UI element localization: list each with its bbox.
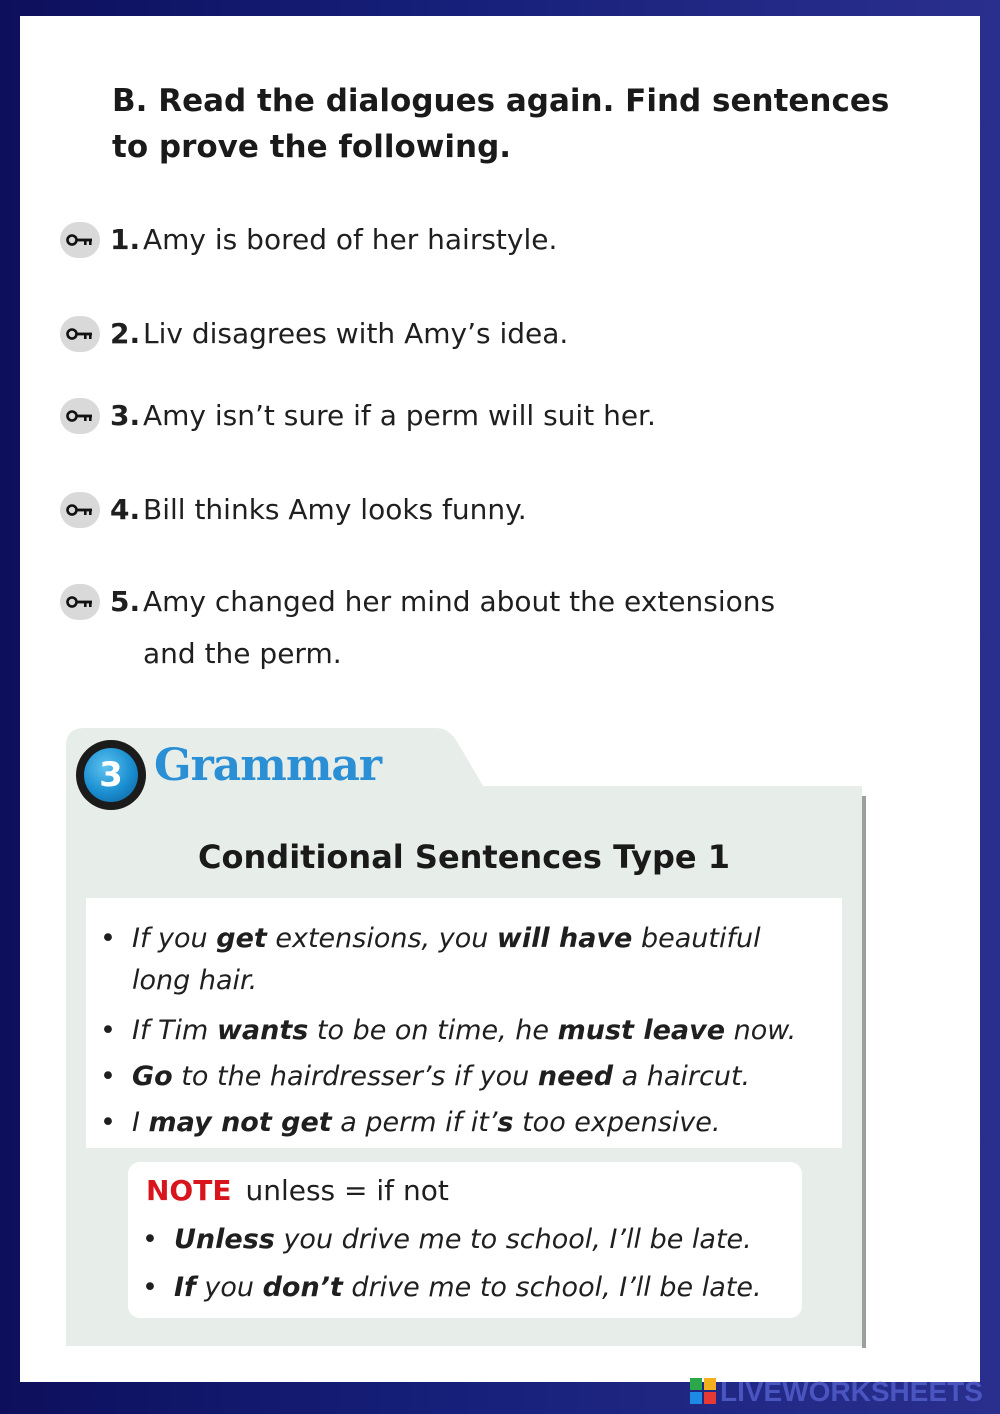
key-icon[interactable] (60, 398, 100, 434)
rule-text: I may not get a perm if it’s too expensive. (132, 1107, 721, 1138)
item-text: Liv disagrees with Amy’s idea. (143, 317, 569, 350)
rule-item (86, 918, 826, 1002)
key-icon[interactable] (60, 222, 100, 258)
grammar-title: Grammar (154, 740, 382, 791)
item-text-continued: and the perm. (143, 637, 342, 670)
key-icon[interactable] (60, 316, 100, 352)
heading-line-1: B. Read the dialogues again. Find sentences (112, 83, 890, 119)
item-number: 5. (110, 585, 141, 618)
liveworksheets-logo-icon (690, 1378, 716, 1404)
rule-text: If you get extensions, you will have beautiful long hair. (132, 923, 761, 996)
rule-text: Go to the hairdresser’s if you need a haircut. (132, 1061, 751, 1092)
note-example-text: If you don’t drive me to school, I’ll be late. (174, 1272, 762, 1303)
panel-shadow (862, 796, 866, 1348)
note-box (128, 1162, 802, 1318)
bullet: • (100, 1107, 116, 1138)
item-text: Amy changed her mind about the extensions (143, 585, 776, 618)
statement-item (60, 582, 880, 682)
note-text: unless = if not (245, 1174, 449, 1207)
section-number-badge (76, 740, 146, 810)
worksheet-page (20, 16, 980, 1382)
section-number: 3 (84, 748, 138, 802)
section-title: Conditional Sentences Type 1 (198, 838, 730, 876)
key-icon[interactable] (60, 584, 100, 620)
bullet: • (142, 1224, 158, 1255)
note-label: NOTE (146, 1174, 232, 1207)
item-number: 1. (110, 223, 141, 256)
bullet: • (100, 1015, 116, 1046)
item-text: Bill thinks Amy looks funny. (143, 493, 527, 526)
item-text: Amy is bored of her hairstyle. (143, 223, 558, 256)
item-number: 3. (110, 399, 141, 432)
rule-text: If Tim wants to be on time, he must leave now. (132, 1015, 797, 1046)
item-text: Amy isn’t sure if a perm will suit her. (143, 399, 656, 432)
item-number: 4. (110, 493, 141, 526)
rules-box (86, 898, 842, 1148)
bullet: • (100, 923, 116, 954)
bullet: • (100, 1061, 116, 1092)
key-icon[interactable] (60, 492, 100, 528)
item-number: 2. (110, 317, 141, 350)
bullet: • (142, 1272, 158, 1303)
exercise-heading (112, 78, 912, 170)
note-example-text: Unless you drive me to school, I’ll be late. (174, 1224, 752, 1255)
watermark-text: LIVEWORKSHEETS (720, 1376, 983, 1407)
heading-line-2: to prove the following. (112, 129, 512, 165)
note-heading (146, 1174, 449, 1207)
